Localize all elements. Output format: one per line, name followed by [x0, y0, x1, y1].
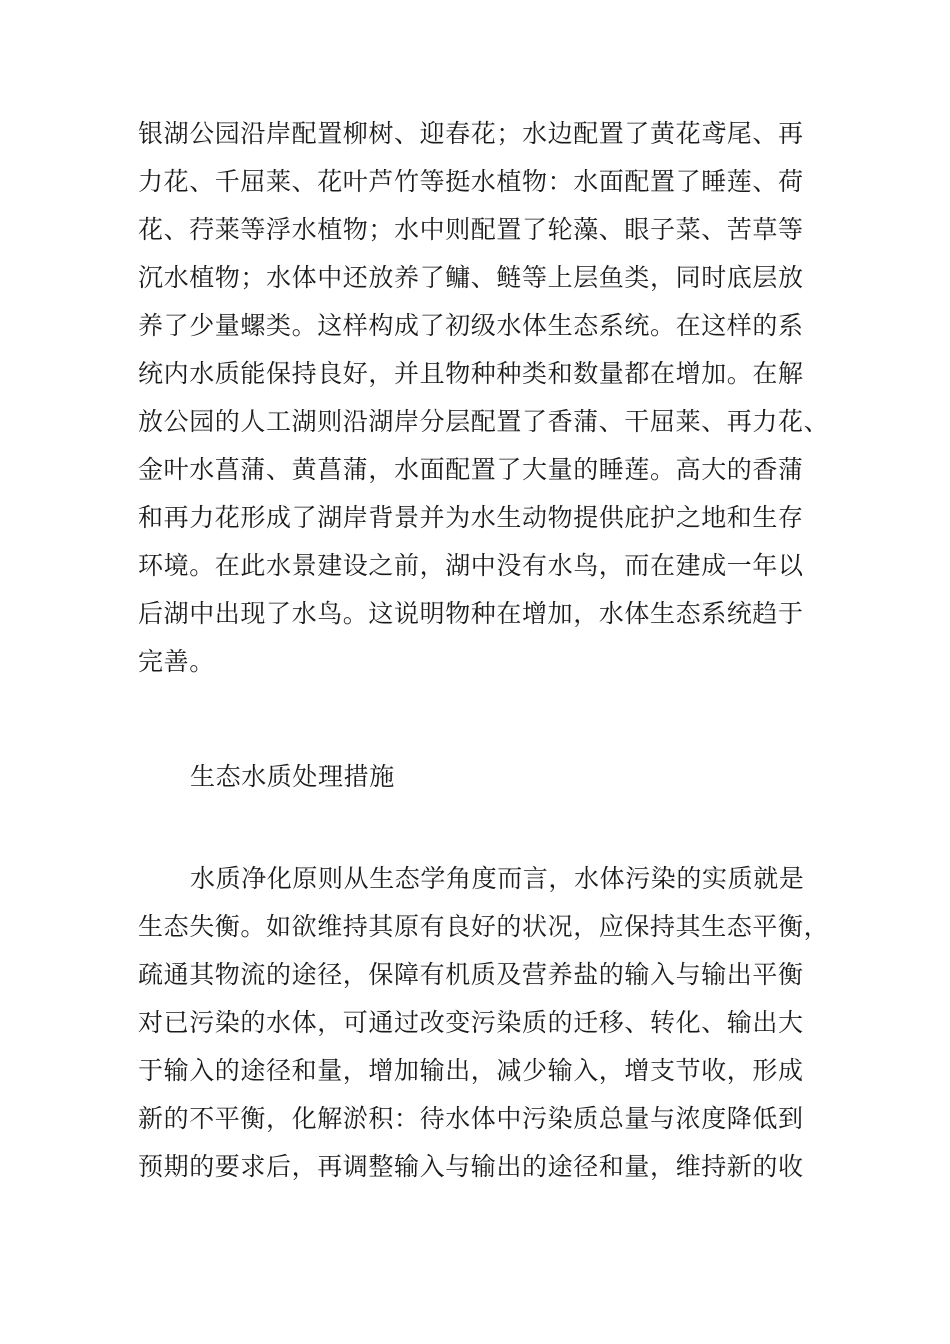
section-heading-block: [138, 753, 838, 801]
paragraph-line: 生态失衡。如欲维持其原有良好的状况，应保持其生态平衡，: [138, 912, 830, 941]
paragraph-line: 和再力花形成了湖岸背景并为水生动物提供庇护之地和生存: [138, 503, 804, 532]
paragraph-line: 水质净化原则从生态学角度而言，水体污染的实质就是: [190, 864, 805, 893]
paragraph-line: 力花、千屈莱、花叶芦竹等挺水植物：水面配置了睡莲、荷: [138, 167, 804, 196]
paragraph-line: 对已污染的水体，可通过改变污染质的迁移、转化、输出大: [138, 1008, 804, 1037]
paragraph-line: 完善。: [138, 647, 215, 676]
paragraph-wetland-planting: [138, 110, 838, 686]
paragraph-line: 疏通其物流的途径，保障有机质及营养盐的输入与输出平衡: [138, 960, 804, 989]
paragraph-water-purification: [138, 855, 838, 1191]
paragraph-line: 预期的要求后，再调整输入与输出的途径和量，维持新的收: [138, 1152, 804, 1181]
paragraph-line: 于输入的途径和量，增加输出，减少输入，增支节收，形成: [138, 1056, 804, 1085]
paragraph-line: 银湖公园沿岸配置柳树、迎春花；水边配置了黄花鸢尾、再: [138, 119, 804, 148]
paragraph-line: 金叶水菖蒲、黄菖蒲，水面配置了大量的睡莲。高大的香蒲: [138, 455, 804, 484]
paragraph-line: 放公园的人工湖则沿湖岸分层配置了香蒲、干屈莱、再力花、: [138, 407, 830, 436]
paragraph-line: 环境。在此水景建设之前，湖中没有水鸟，而在建成一年以: [138, 551, 804, 580]
paragraph-line: 后湖中出现了水鸟。这说明物种在增加，水体生态系统趋于: [138, 599, 804, 628]
paragraph-line: 养了少量螺类。这样构成了初级水体生态系统。在这样的系: [138, 311, 804, 340]
paragraph-line: 新的不平衡，化解淤积：待水体中污染质总量与浓度降低到: [138, 1104, 804, 1133]
paragraph-line: 统内水质能保持良好，并且物种种类和数量都在增加。在解: [138, 359, 804, 388]
paragraph-line: 花、荇莱等浮水植物；水中则配置了轮藻、眼子菜、苦草等: [138, 215, 804, 244]
section-heading: 生态水质处理措施: [190, 762, 395, 791]
paragraph-line: 沉水植物；水体中还放养了鳙、鲢等上层鱼类，同时底层放: [138, 263, 804, 292]
